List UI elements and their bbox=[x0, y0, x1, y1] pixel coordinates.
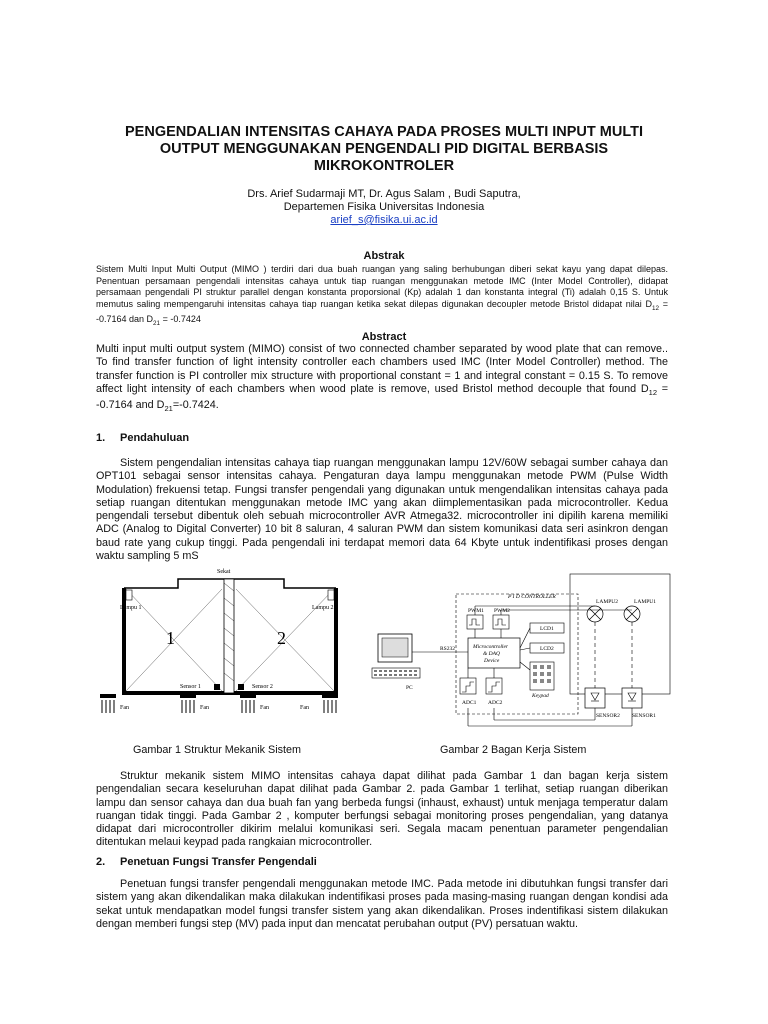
section-2-paragraph: Penetuan fungsi transfer pengendali menggunakan metode IMC. Pada metode ini dibutuhkan fungsi transfer dari sistem yang akan dikendalikan maka dilakukan indentifikasi proses pada masing-masing ruangan dengan kondisi ada sekat untuk mendapatkan model fungsi transfer sistem yang akan dikendalikan. Proses indentifikasi sistem dilakukan dengan memberi fungsi step (MV) pada input dan mencatat perubahan output (PV) persatuan waktu. bbox=[96, 878, 668, 930]
pid-controller-label: P I D CONTROLLER bbox=[508, 594, 556, 600]
pwm2-block bbox=[493, 615, 509, 629]
mc-label-3: Device bbox=[484, 658, 500, 664]
room-2-label: 2 bbox=[277, 628, 286, 648]
figure-2-caption: Gambar 2 Bagan Kerja Sistem bbox=[440, 744, 587, 756]
sensor1-label: SENSOR1 bbox=[632, 713, 656, 719]
author-block bbox=[96, 188, 672, 227]
abstract-text: Multi input multi output system (MIMO) consist of two connected chamber separated by wood plate that can remove.. To find transfer function of light intensity controller each chambers used IMC (Inter Model Controller) method. The transfer function is PI controller mix structure with proportional constant = 1 and integral constant = 0.15 S. To remove affect light intensity of each chambers when wood plate is remove, used Bristol method decouple that found $D_{12} = -0.7164$ and $D_{21}=-0.7424$. bbox=[96, 343, 668, 414]
fan-4-label: Fan bbox=[300, 705, 309, 711]
sensor-1-label: Sensor 1 bbox=[180, 684, 201, 690]
lampu-2-label: Lampu 2 bbox=[312, 605, 334, 611]
lcd1-label: LCD1 bbox=[540, 626, 554, 632]
figure-1-caption: Gambar 1 Struktur Mekanik Sistem bbox=[133, 744, 302, 756]
keypad-label: Keypad bbox=[532, 693, 549, 699]
pc-label: PC bbox=[406, 685, 413, 691]
lcd2-label: LCD2 bbox=[540, 646, 554, 652]
abstrak-text: Sistem Multi Input Multi Output (MIMO ) terdiri dari dua buah ruangan yang saling berhubungan diberi sekat kayu yang dapat dilepas. Penentuan persamaan pengendali intensitas cahaya untuk tiap ruangan menggunakan metode IMC (Inter Model Controller), didapat persamaan pengendali PI struktur parallel dengan konstanta proporsional (Kp) adalah 1 dan konstanta integral (Ti) adalah 0,15 S. Untuk memutus saling mempengaruhi intensitas cahaya tiap ruangan ketika sekat dilepas digunakan decoupler metode Bristol didapat nilai $D_{12} = -0.7164$ dan $D_{21} = -0.7424$ bbox=[96, 264, 668, 327]
room-1-label: 1 bbox=[166, 628, 175, 648]
lampu-1-label: Lampu 1 bbox=[120, 605, 142, 611]
fan-4-icon bbox=[322, 694, 338, 713]
pwm2-label: PWM2 bbox=[494, 608, 510, 614]
rs232-label: RS232 bbox=[440, 646, 455, 652]
lamp-1-icon bbox=[126, 590, 132, 600]
figure-1-mechanical-structure bbox=[96, 563, 366, 738]
abstract-heading: Abstract bbox=[361, 331, 407, 343]
adc1-label: ADC1 bbox=[462, 700, 477, 706]
lampu1-label: LAMPU1 bbox=[634, 599, 657, 605]
mc-label-1: Microcontroller bbox=[473, 644, 509, 650]
author-email-link[interactable]: arief_s@fisika.ui.ac.id bbox=[330, 214, 438, 226]
sensor-2-icon bbox=[238, 684, 244, 690]
sekat-label: Sekat bbox=[217, 569, 231, 575]
sensor-1-icon bbox=[622, 688, 642, 708]
mc-label-2: & DAQ bbox=[483, 651, 500, 657]
fan-3-label: Fan bbox=[260, 705, 269, 711]
pc-keyboard-icon bbox=[372, 668, 420, 678]
section-1-paragraph: Sistem pengendalian intensitas cahaya tiap ruangan menggunakan lampu 12V/60W sebagai sumber cahaya dan OPT101 sebagai sensor intensitas cahaya. Pengaturan daya lampu menggunakan metode PWM (Pulse Width Modulation) frekuensi tetap. Fungsi transfer pengendali yang digunakan untuk mengendalikan intensitas cahaya pada setiap ruangan ditentukan menggunakan metode IMC yang akan diimplementasikan pada microcontroller. Kedua pengendali tersebut dibentuk oleh sebuah microcontroller AVR Atmega32. microcontroller ini dipilih karena memiliki ADC (Analog to Digital Converter) 10 bit 8 saluran, 4 saluran PWM dan sistem komunikasi data seri asinkron dengan baud rate yang cukup tinggi. Pada pengendali ini terdapat memori data 64 Kbyte untuk indentifikasi proses dengan waktu sampling 5 mS bbox=[96, 457, 668, 563]
pwm1-block bbox=[467, 615, 483, 629]
sensor-1-icon bbox=[214, 684, 220, 690]
fan-1-icon bbox=[100, 694, 116, 713]
fan-2-label: Fan bbox=[200, 705, 209, 711]
fan-3-icon bbox=[240, 694, 256, 713]
lampu2-label: LAMPU2 bbox=[596, 599, 619, 605]
section-1-heading: 1. Pendahuluan bbox=[96, 432, 190, 444]
lamp-2-icon bbox=[328, 590, 334, 600]
section-2-heading: 2. Penetuan Fungsi Transfer Pengendali bbox=[96, 856, 317, 868]
adc2-label: ADC2 bbox=[488, 700, 503, 706]
affiliation: Departemen Fisika Universitas Indonesia bbox=[283, 201, 485, 213]
sensor-2-label: Sensor 2 bbox=[252, 684, 273, 690]
fan-2-icon bbox=[180, 694, 196, 713]
sensor-2-icon bbox=[585, 688, 605, 708]
pwm1-label: PWM1 bbox=[468, 608, 484, 614]
paper-title: PENGENDALIAN INTENSITAS CAHAYA PADA PROSES MULTI INPUT MULTI OUTPUT MENGGUNAKAN PENGENDALI PID DIGITAL BERBASIS MIKROKONTROLER bbox=[125, 124, 643, 174]
sensor2-label: SENSOR2 bbox=[596, 713, 620, 719]
abstrak-heading: Abstrak bbox=[363, 250, 405, 262]
paragraph-figure-description: Struktur mekanik sistem MIMO intensitas cahaya dapat dilihat pada Gambar 1 dan bagan kerja sistem pengendalian secara keseluruhan dapat dilihat pada Gambar 2. pada Gambar 1 terlihat, setiap ruangan diberikan lampu dan sensor cahaya dan dua buah fan yang berbeda fungsi (inhaust, exhaust) untuk menjaga temperatur dalam ruangan tidak tinggi. Pada Gambar 2 , komputer berfungsi sebagai monitoring proses pengendalian, yang datanya didapat dari microcontroller dikirim melalui komunikasi seri. Segala macam penentuan parameter pengendalian ditentukan melaui keypad pada rangkaian microcontroller. bbox=[96, 770, 668, 849]
author-names: Drs. Arief Sudarmaji MT, Dr. Agus Salam , Budi Saputra, bbox=[247, 188, 521, 200]
figure-2-system-diagram bbox=[370, 570, 676, 738]
fan-1-label: Fan bbox=[120, 705, 129, 711]
